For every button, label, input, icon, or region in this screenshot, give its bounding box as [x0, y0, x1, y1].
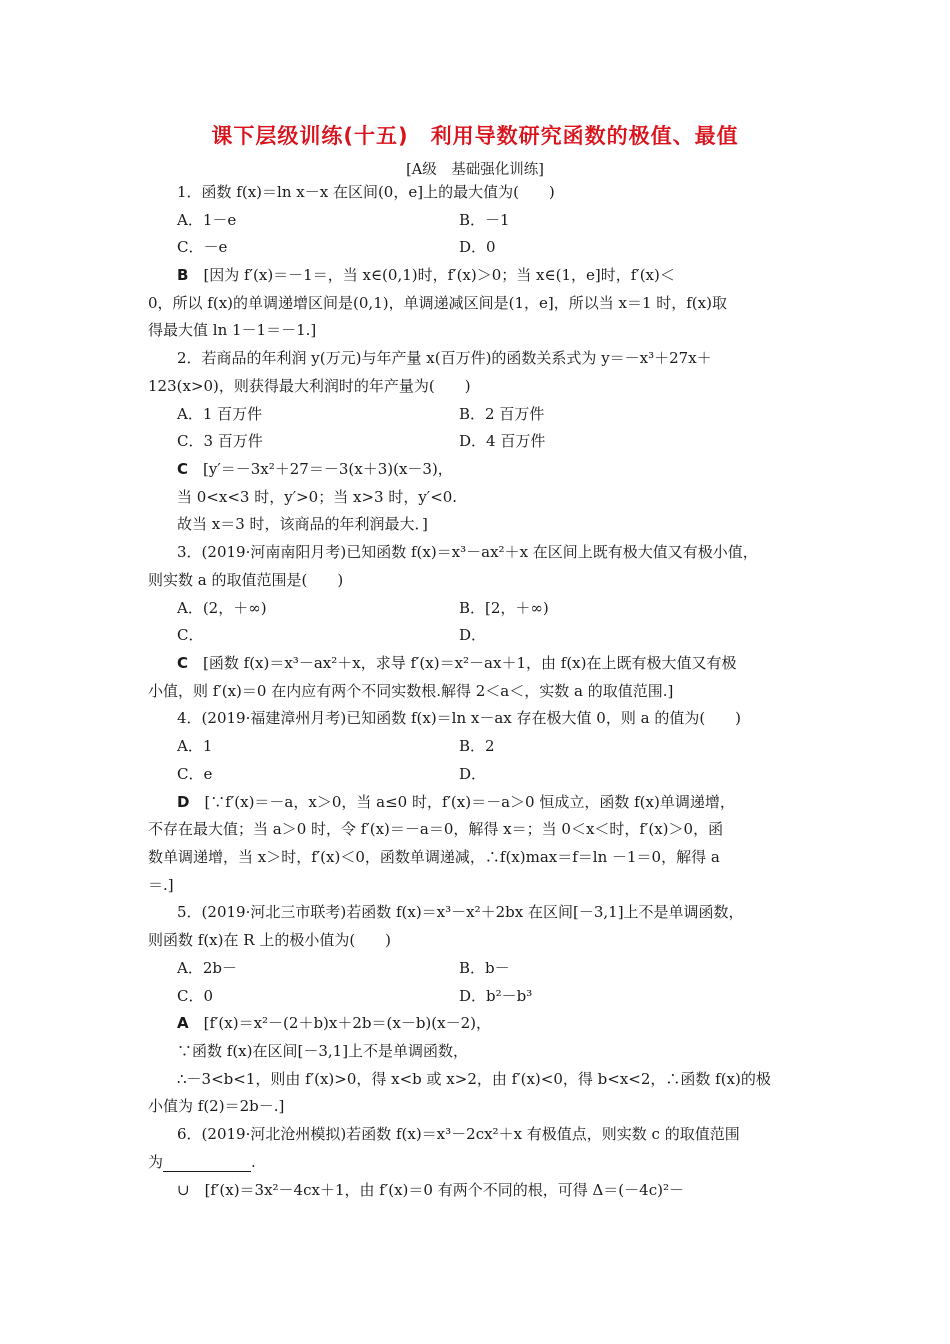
text-line: [148, 376, 808, 396]
line-text: 数单调递增，当 x＞时，f′(x)＜0，函数单调递减，∴f(x)max＝f＝ln －1＝0，解得 a: [148, 848, 720, 866]
text-line: [177, 1041, 807, 1061]
line-text: 小值，则 f′(x)＝0 在内应有两个不同实数根.解得 2＜a＜，实数 a 的取值范围.]: [148, 682, 674, 700]
line-text: 故当 x＝3 时，该商品的年利润最大．]: [177, 515, 428, 533]
line-text: ＝.]: [148, 876, 174, 894]
line-text: D．b²－b³: [459, 987, 533, 1005]
line-text: [∵f′(x)＝－a，x＞0，当 a≤0 时，f′(x)＝－a＞0 恒成立，函数 f(x)单调递增，: [189, 793, 735, 811]
option-text: [177, 625, 203, 645]
text-line: [177, 348, 807, 368]
option-text: [177, 736, 212, 756]
line-text: 5．(2019·河北三市联考)若函数 f(x)＝x³－x²＋2bx 在区间[－3,1]上不是单调函数，: [177, 903, 744, 921]
line-text: D．0: [459, 238, 496, 256]
line-text: [f′(x)＝x²－(2＋b)x＋2b＝(x－b)(x－2)，: [188, 1014, 491, 1032]
option-text: [177, 986, 213, 1006]
line-text: ∪ [f′(x)＝3x²－4cx＋1，由 f′(x)＝0 有两个不同的根，可得 Δ＝(－4c)²－: [177, 1181, 684, 1199]
option-text: [459, 625, 486, 645]
line-text: D．: [459, 626, 487, 644]
text-line: [177, 1013, 807, 1033]
line-text: B．2: [459, 737, 495, 755]
option-text: [459, 764, 486, 784]
line-text: C．3 百万件: [177, 432, 263, 450]
answer-letter: B: [177, 266, 189, 284]
line-text: 得最大值 ln 1－1＝－1.]: [148, 321, 317, 339]
text-line: [177, 459, 807, 479]
line-text: 0，所以 f(x)的单调递增区间是(0,1)，单调递减区间是(1，e]，所以当 x＝1 时，f(x)取: [148, 294, 727, 312]
option-text: [177, 431, 263, 451]
text-line: [177, 792, 807, 812]
line-text: 当 0<x<3 时，y′>0；当 x>3 时，y′<0.: [177, 488, 458, 506]
text-line: [177, 902, 807, 922]
option-text: [177, 958, 237, 978]
text-line: [148, 320, 808, 340]
line-text: B．b－: [459, 959, 510, 977]
text-line: [148, 1152, 808, 1172]
answer-letter: A: [177, 1014, 189, 1032]
page-title: 课下层级训练(十五) 利用导数研究函数的极值、最值: [211, 124, 739, 148]
text-line: [148, 875, 808, 895]
text-line: [177, 1069, 807, 1089]
line-text: 2．若商品的年利润 y(万元)与年产量 x(百万件)的函数关系式为 y＝－x³＋27x＋: [177, 349, 712, 367]
option-text: [177, 404, 262, 424]
option-text: [177, 210, 236, 230]
text-line: [177, 487, 807, 507]
line-text: ∵函数 f(x)在区间[－3,1]上不是单调函数，: [177, 1042, 469, 1060]
text-line: [148, 819, 808, 839]
text-line: [177, 265, 807, 285]
text-line: [177, 1180, 807, 1200]
option-text: [459, 210, 510, 230]
option-text: [459, 598, 549, 618]
line-text: [y′＝－3x²＋27＝－3(x＋3)(x－3)，: [188, 460, 453, 478]
line-text: C．0: [177, 987, 214, 1005]
text-line: [148, 930, 808, 950]
text-line: [177, 1124, 807, 1144]
answer-letter: C: [177, 654, 189, 672]
text-line: [177, 182, 807, 202]
line-text: C．－e: [177, 238, 228, 256]
option-text: [459, 237, 496, 257]
option-text: [459, 736, 495, 756]
text-line: [148, 293, 808, 313]
line-text: B．2 百万件: [459, 405, 545, 423]
text-line: [148, 570, 808, 590]
line-text: 123(x>0)，则获得最大利润时的年产量为( ): [148, 377, 471, 395]
line-text: A．(2，＋∞): [177, 599, 267, 617]
option-text: [459, 958, 510, 978]
text-line: [177, 514, 807, 534]
section-subtitle: [A级 基础强化训练]: [406, 162, 544, 178]
answer-letter: D: [177, 793, 190, 811]
option-text: [459, 431, 545, 451]
line-text: C．: [177, 626, 204, 644]
line-text: 3．(2019·河南南阳月考)已知函数 f(x)＝x³－ax²＋x 在区间上既有极大值又有极小值，: [177, 543, 758, 561]
line-text: ∴－3<b<1，则由 f′(x)>0，得 x<b 或 x>2，由 f′(x)<0，得 b<x<2，∴函数 f(x)的极: [177, 1070, 771, 1088]
line-text: A．1－e: [177, 211, 237, 229]
line-text: 小值为 f(2)＝2b－.]: [148, 1097, 285, 1115]
option-text: [177, 237, 227, 257]
line-text: B．－1: [459, 211, 510, 229]
answer-letter: C: [177, 460, 189, 478]
text-line: [177, 708, 807, 728]
line-text: D．4 百万件: [459, 432, 546, 450]
line-text: A．1: [177, 737, 213, 755]
line-text-after: .: [251, 1153, 256, 1171]
line-text: 不存在最大值；当 a＞0 时，令 f′(x)＝－a＝0，解得 x＝；当 0＜x＜时，f′(x)＞0，函: [148, 820, 724, 838]
text-line: [177, 542, 807, 562]
option-text: [177, 764, 212, 784]
line-text: A．1 百万件: [177, 405, 263, 423]
option-text: [459, 986, 532, 1006]
line-text: 4．(2019·福建漳州月考)已知函数 f(x)＝ln x－ax 存在极大值 0，则 a 的值为( ): [177, 709, 742, 727]
line-text: 为: [148, 1153, 164, 1171]
option-text: [459, 404, 544, 424]
text-line: [177, 653, 807, 673]
line-text: C．e: [177, 765, 213, 783]
line-text: 则实数 a 的取值范围是( ): [148, 571, 344, 589]
option-text: [177, 598, 267, 618]
text-line: [148, 847, 808, 867]
line-text: [因为 f′(x)＝－1＝，当 x∈(0,1)时，f′(x)＞0；当 x∈(1，e]时，f′(x)＜: [188, 266, 675, 284]
answer-blank: [163, 1155, 251, 1172]
text-line: [148, 1096, 808, 1116]
line-text: B．[2，＋∞): [459, 599, 549, 617]
text-line: [148, 681, 808, 701]
line-text: 则函数 f(x)在 R 上的极小值为( ): [148, 931, 392, 949]
line-text: A．2b－: [177, 959, 237, 977]
line-text: 6．(2019·河北沧州模拟)若函数 f(x)＝x³－2cx²＋x 有极值点，则实数 c 的取值范围: [177, 1125, 740, 1143]
line-text: 1．函数 f(x)＝ln x－x 在区间(0，e]上的最大值为( ): [177, 183, 555, 201]
line-text: [函数 f(x)＝x³－ax²＋x，求导 f′(x)＝x²－ax＋1，由 f(x)在上既有极大值又有极: [188, 654, 737, 672]
line-text: D．: [459, 765, 487, 783]
